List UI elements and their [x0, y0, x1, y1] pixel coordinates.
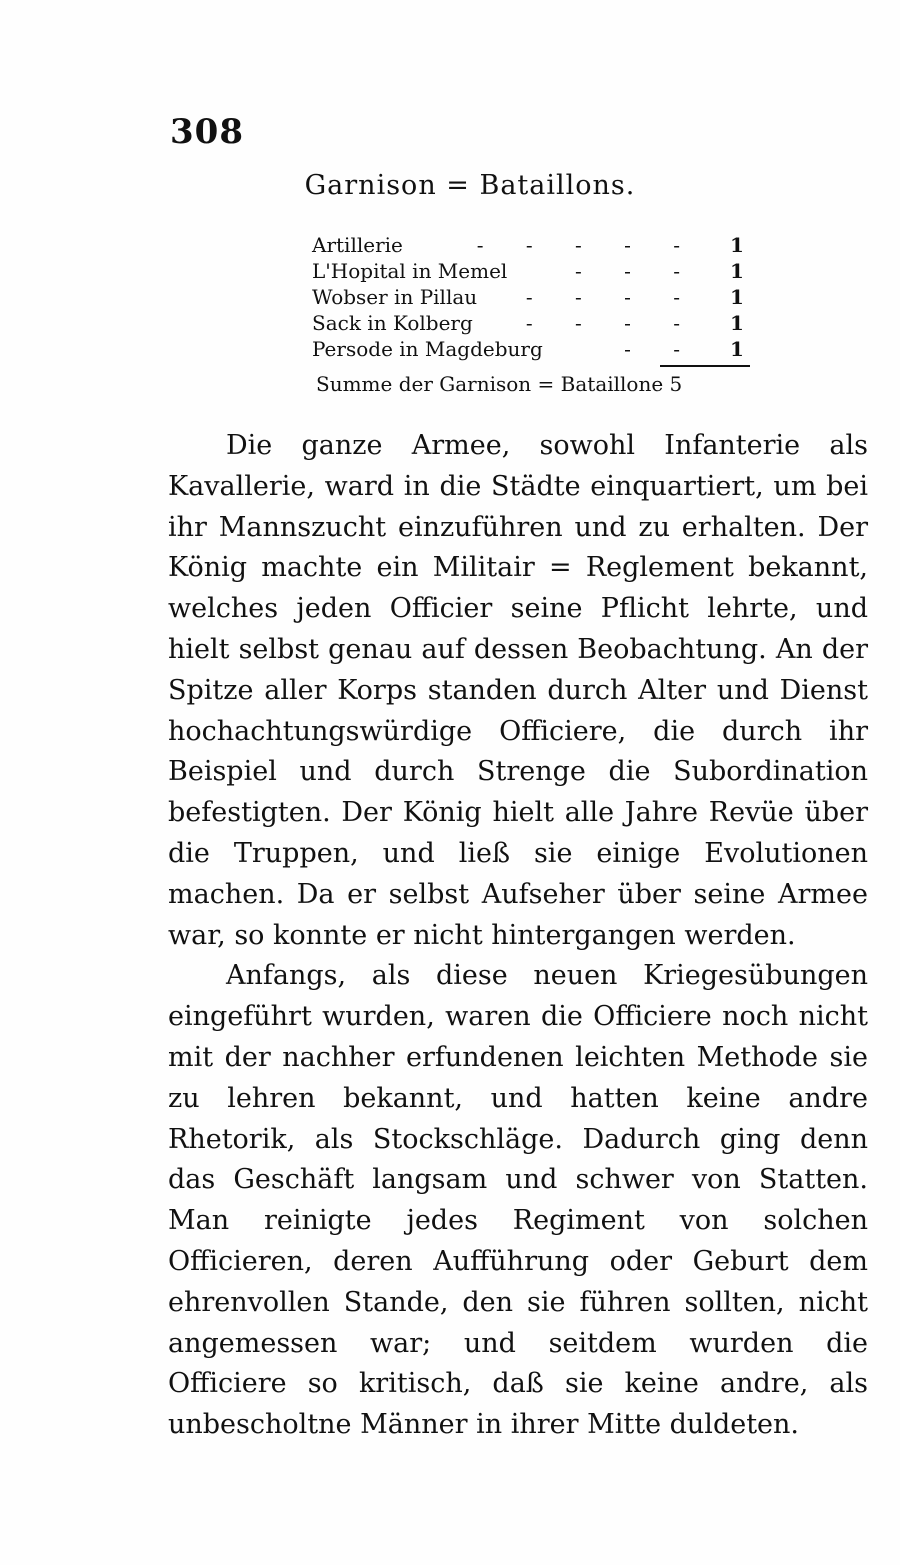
page-number: 308	[170, 112, 244, 152]
row-dashes: - - - - -	[476, 233, 698, 257]
table-row	[312, 336, 752, 362]
table-row	[312, 258, 752, 284]
row-label: L'Hopital in Memel	[312, 259, 508, 283]
row-count: 1	[730, 259, 744, 283]
sum-row	[316, 372, 682, 396]
row-dashes: - - - -	[525, 311, 698, 335]
row-dashes: - -	[624, 337, 698, 361]
table-row	[312, 284, 752, 310]
row-count: 1	[730, 337, 744, 361]
garrison-table	[312, 232, 752, 362]
sum-value: 5	[669, 372, 683, 396]
sum-divider	[660, 365, 750, 367]
row-dashes: - - -	[575, 259, 698, 283]
row-label: Persode in Magdeburg	[312, 337, 543, 361]
row-label: Artillerie	[312, 233, 403, 257]
row-dashes: - - - -	[525, 285, 698, 309]
paragraph: Die ganze Armee, sowohl Infanterie als Kavallerie, ward in die Städte einquartiert, um bei ihr Mannszucht einzuführen und zu erhalten. Der König machte ein Militair = Reglement bekannt, welches jeden Officier seine Pflicht lehrte, und hielt selbst genau auf dessen Beobachtung. An der Spitze aller Korps standen durch Alter und Dienst hochachtungswürdige Officiere, die durch ihr Beispiel und durch Strenge die Subordination befestigten. Der König hielt alle Jahre Revüe über die Truppen, und ließ sie einige Evolutionen machen. Da er selbst Aufseher über seine Armee war, so konnte er nicht hintergangen werden.	[168, 430, 868, 951]
table-row	[312, 232, 752, 258]
sum-label: Summe der Garnison = Bataillone	[316, 372, 664, 396]
table-row	[312, 310, 752, 336]
section-title: Garnison = Bataillons.	[304, 170, 636, 201]
body-text	[168, 426, 868, 1446]
row-label: Wobser in Pillau	[312, 285, 478, 309]
row-label: Sack in Kolberg	[312, 311, 473, 335]
row-count: 1	[730, 285, 744, 309]
paragraph: Anfangs, als diese neuen Kriegesübungen eingeführt wurden, waren die Officiere noch nicht mit der nachher erfundenen leichten Methode sie zu lehren bekannt, und hatten keine andre Rhetorik, als Stockschläge. Dadurch ging denn das Geschäft langsam und schwer von Statten. Man reinigte jedes Regiment von solchen Officieren, deren Aufführung oder Geburt dem ehrenvollen Stande, den sie führen sollten, nicht angemessen war; und seitdem wurden die Officiere so kritisch, daß sie keine andre, als unbescholtne Männer in ihrer Mitte duldeten.	[168, 960, 868, 1441]
row-count: 1	[730, 233, 744, 257]
row-count: 1	[730, 311, 744, 335]
